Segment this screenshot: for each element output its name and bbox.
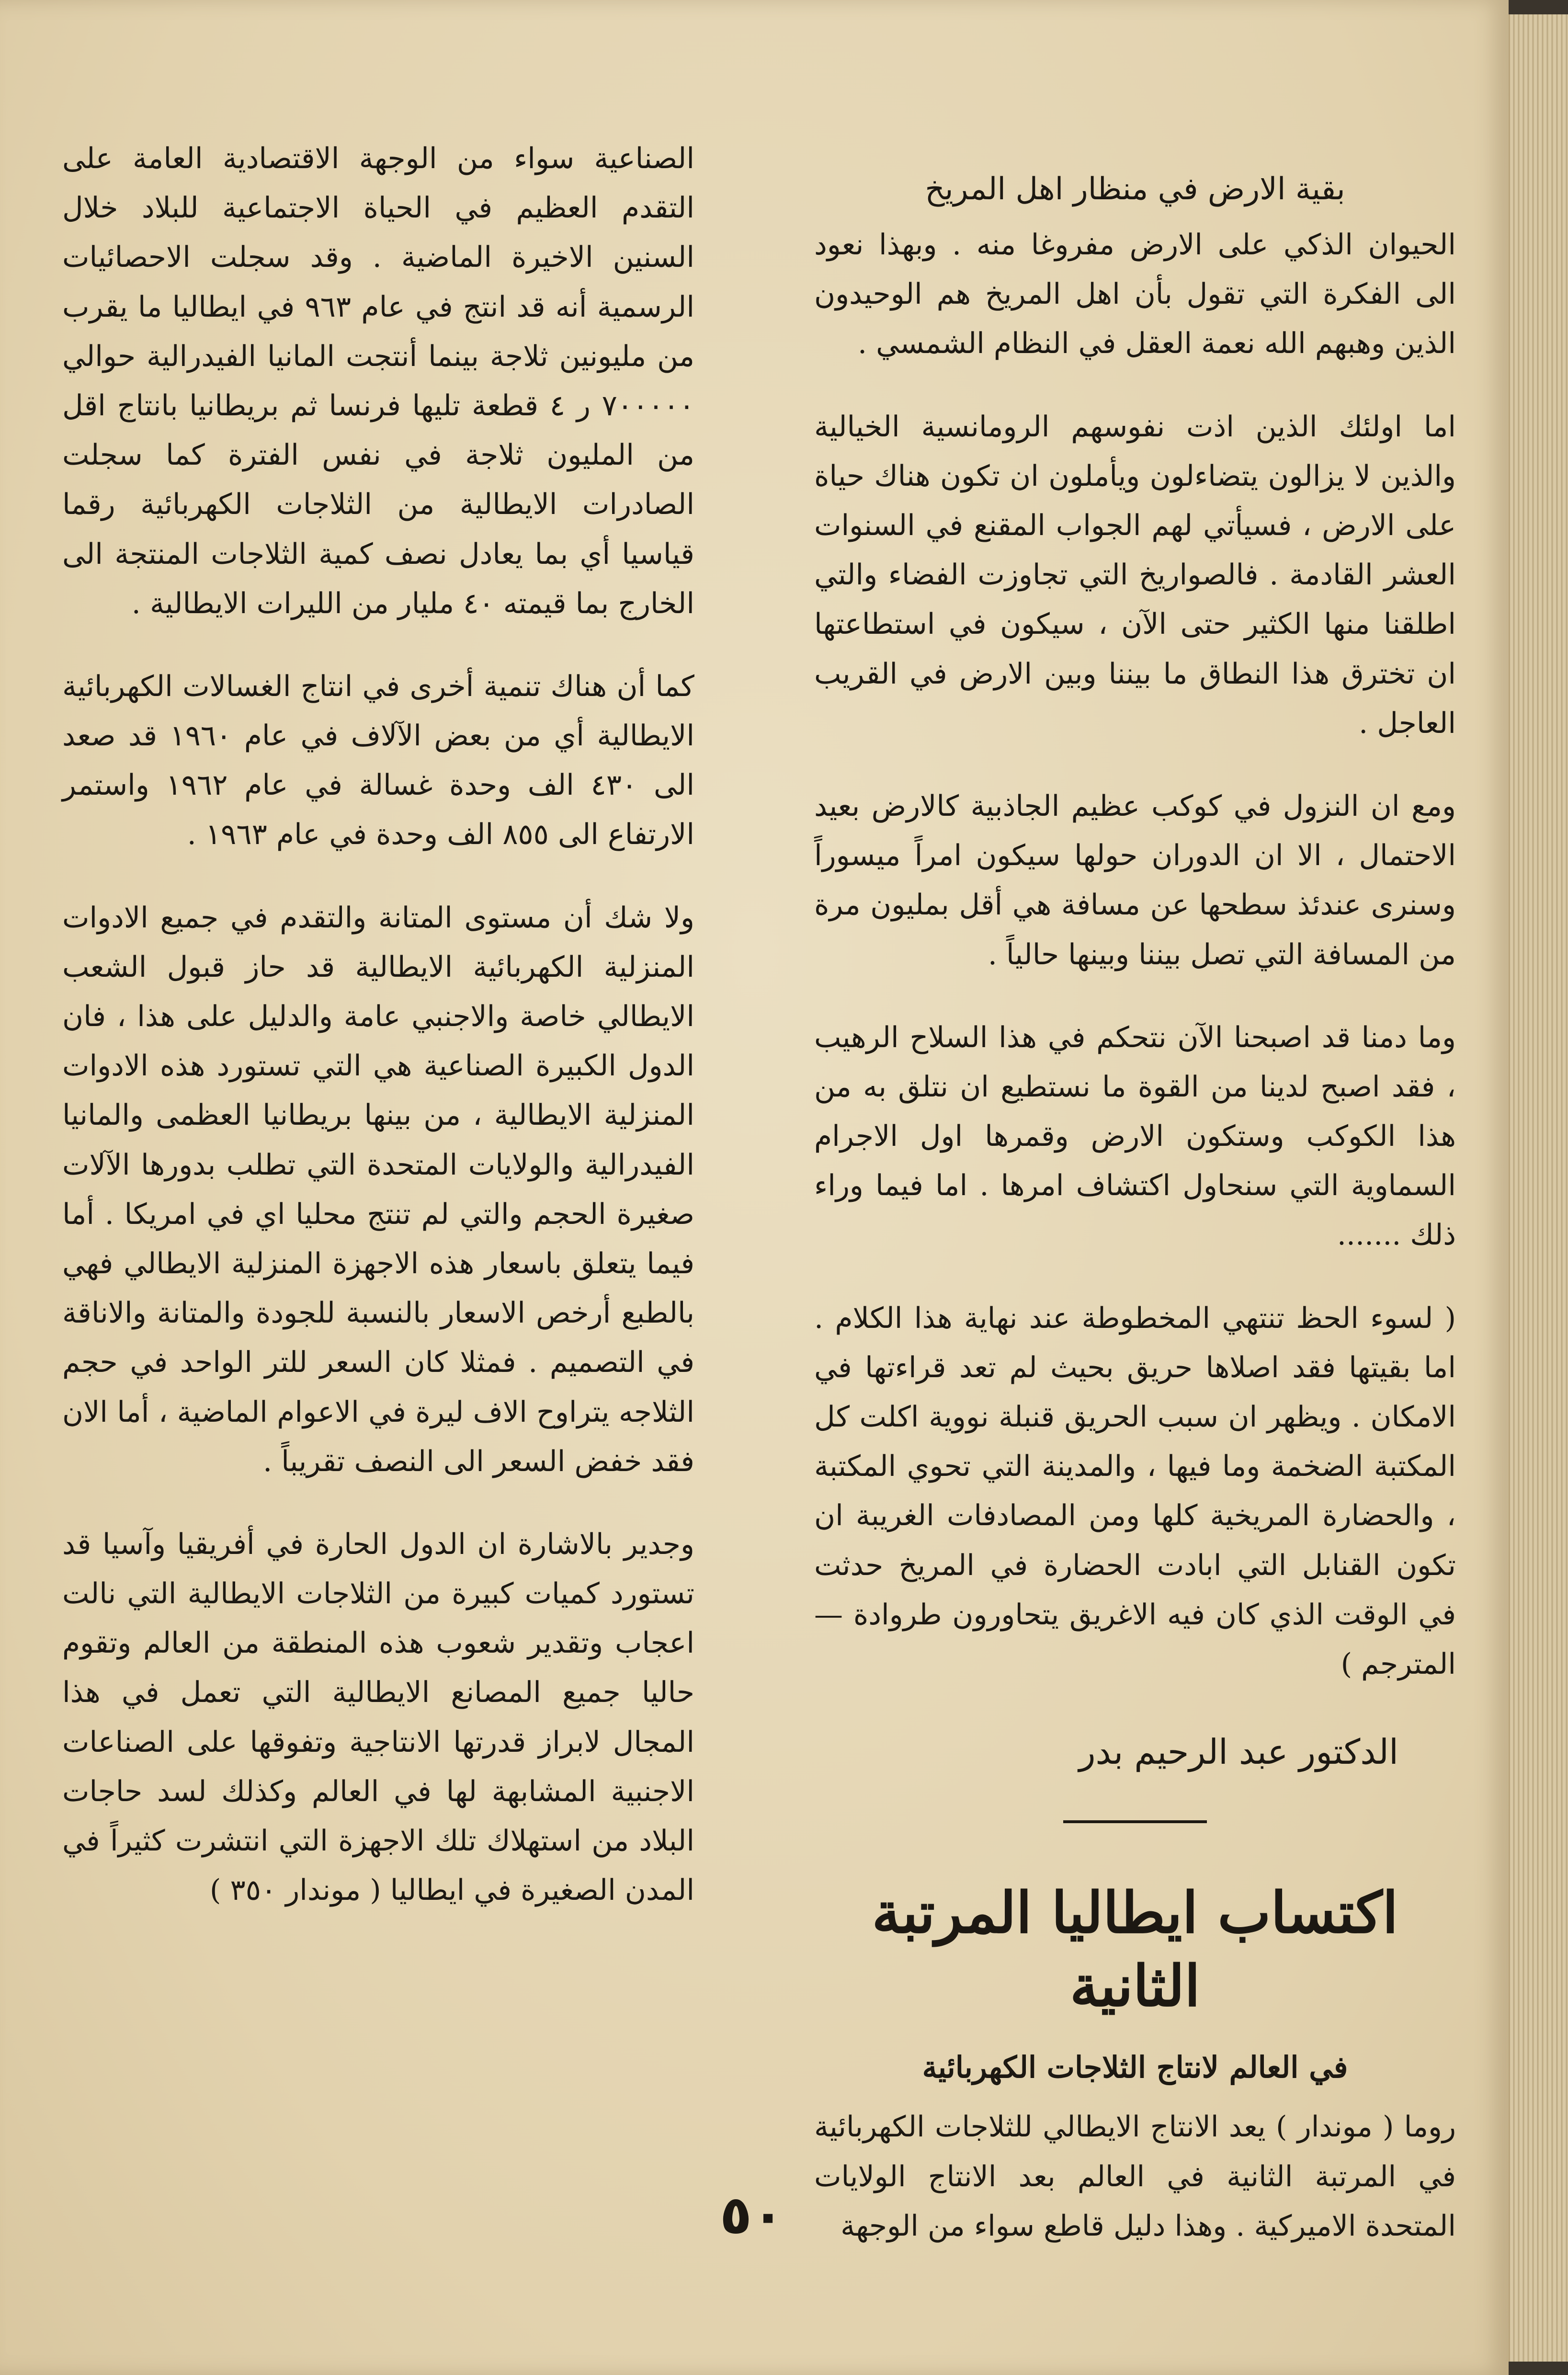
article-intro: روما ( موندار ) يعد الانتاج الايطالي للثلاجات الكهربائية في المرتبة الثانية في العالم بعد الانتاج الولايات المتحدة الاميركية . وهذا دليل قاطع سواء من الوجهة [814,2110,1456,2243]
article-subtitle: في العالم لانتاج الثلاجات الكهربائية [922,2049,1348,2085]
paragraph: الصناعية سواء من الوجهة الاقتصادية العامة على التقدم العظيم في الحياة الاجتماعية للبلاد خلال السنين الاخيرة الماضية . وقد سجلت الاحصائيات الرسمية أنه قد انتج في عام ٩٦٣ في ايطاليا ما يقرب من مليونين ثلاجة بينما أنتجت المانيا الفيدرالية حوالي ٧٠٠٠٠٠ ر ٤ قطعة تليها فرنسا ثم بريطانيا بانتاج اقل من المليون ثلاجة في نفس الفترة كما سجلت الصادرات الايطالية من الثلاجات الكهربائية رقما قياسيا أي بما يعادل نصف كمية الثلاجات المنتجة الى الخارج بما قيمته ٤٠ مليار من الليرات الايطالية . [62,142,694,620]
paragraph: وما دمنا قد اصبحنا الآن نتحكم في هذا السلاح الرهيب ، فقد اصبح لدينا من القوة ما نستطيع ان نتلق به من هذا الكوكب وستكون الارض وقمرها اول الاجرام السماوية التي سنحاول اكتشاف امرها . اما فيما وراء ذلك ....... [814,1020,1456,1252]
paragraph: وجدير بالاشارة ان الدول الحارة في أفريقيا وآسيا قد تستورد كميات كبيرة من الثلاجات الايطالية التي نالت اعجاب وتقدير شعوب هذه المنطقة من العالم وتقوم حاليا جميع المصانع الايطالية التي تعمل في هذا المجال لابراز قدرتها الانتاجية وتفوقها على الصناعات الاجنبية المشابهة لها في العالم وكذلك لسد حاجات البلاد من استهلاك تلك الاجهزة التي انتشرت كثيراً في المدن الصغيرة في ايطاليا ( موندار ٣٥٠ ) [62,1527,694,1907]
left-column [62,134,694,1949]
author-signature: الدكتور عبد الرحيم بدر [1079,1732,1398,1772]
section-divider [1063,1820,1207,1823]
right-column [814,163,1456,2284]
paragraph: الحيوان الذكي على الارض مفروغا منه . وبهذا نعود الى الفكرة التي تقول بأن اهل المريخ هم الوحيدون الذين وهبهم الله نعمة العقل في النظام الشمسي . [814,228,1456,361]
paragraph: اما اولئك الذين اذت نفوسهم الرومانسية الخيالية والذين لا يزالون يتضاءلون ويأملون ان تكون هناك حياة على الارض ، فسيأتي لهم الجواب المقنع في السنوات العشر القادمة . فالصواريخ التي تجاوزت الفضاء والتي اطلقنا منها الكثير حتى الآن ، سيكون في استطاعتها ان تخترق هذا النطاق ما بيننا وبين الارض في القريب العاجل . [814,410,1456,740]
paragraph: ومع ان النزول في كوكب عظيم الجاذبية كالارض بعيد الاحتمال ، الا ان الدوران حولها سيكون امراً ميسوراً وسنرى عندئذ سطحها عن مسافة هي أقل بمليون مرة من المسافة التي تصل بيننا وبينها حالياً . [814,789,1456,971]
paragraph: كما أن هناك تنمية أخرى في انتاج الغسالات الكهربائية الايطالية أي من بعض الآلاف في عام ١٩٦٠ قد صعد الى ٤٣٠ الف وحدة غسالة في عام ١٩٦٢ واستمر الارتفاع الى ٨٥٥ الف وحدة في عام ١٩٦٣ . [62,669,694,852]
page-edges [1509,14,1568,2362]
translator-note: ( لسوء الحظ تنتهي المخطوطة عند نهاية هذا الكلام . اما بقيتها فقد اصلاها حريق بحيث لم تعد قراءتها في الامكان . ويظهر ان سبب الحريق قنبلة نووية اكلت كل المكتبة الضخمة وما فيها ، والمدينة التي تحوي المكتبة ، والحضارة المريخية كلها ومن المصادفات الغريبة ان تكون القنابل التي ابادت الحضارة في المريخ حدثت في الوقت الذي كان فيه الاغريق يتحاورون طروادة — المترجم ) [814,1301,1456,1681]
article-continuation-heading: بقية الارض في منظار اهل المريخ [925,171,1345,207]
paragraph: ولا شك أن مستوى المتانة والتقدم في جميع الادوات المنزلية الكهربائية الايطالية قد حاز قبول الشعب الايطالي خاصة والاجنبي عامة والدليل على هذا ، فان الدول الكبيرة الصناعية هي التي تستورد هذه الادوات المنزلية الايطالية ، من بينها بريطانيا العظمى والمانيا الفيدرالية والولايات المتحدة التي تطلب بدورها الآلات صغيرة الحجم والتي لم تنتج محليا اي في امريكا . أما فيما يتعلق باسعار هذه الاجهزة المنزلية الايطالي فهي بالطبع أرخص الاسعار بالنسبة للجودة والمتانة والاناقة في التصميم . فمثلا كان السعر للتر الواحد في حجم الثلاجه يتراوح الاف ليرة في الاعوام الماضية ، أما الان فقد خفض السعر الى النصف تقريباً . [62,901,694,1478]
article-title: اكتساب ايطاليا المرتبة الثانية [872,1879,1398,2020]
page-number: ٥٠ [719,2184,784,2246]
